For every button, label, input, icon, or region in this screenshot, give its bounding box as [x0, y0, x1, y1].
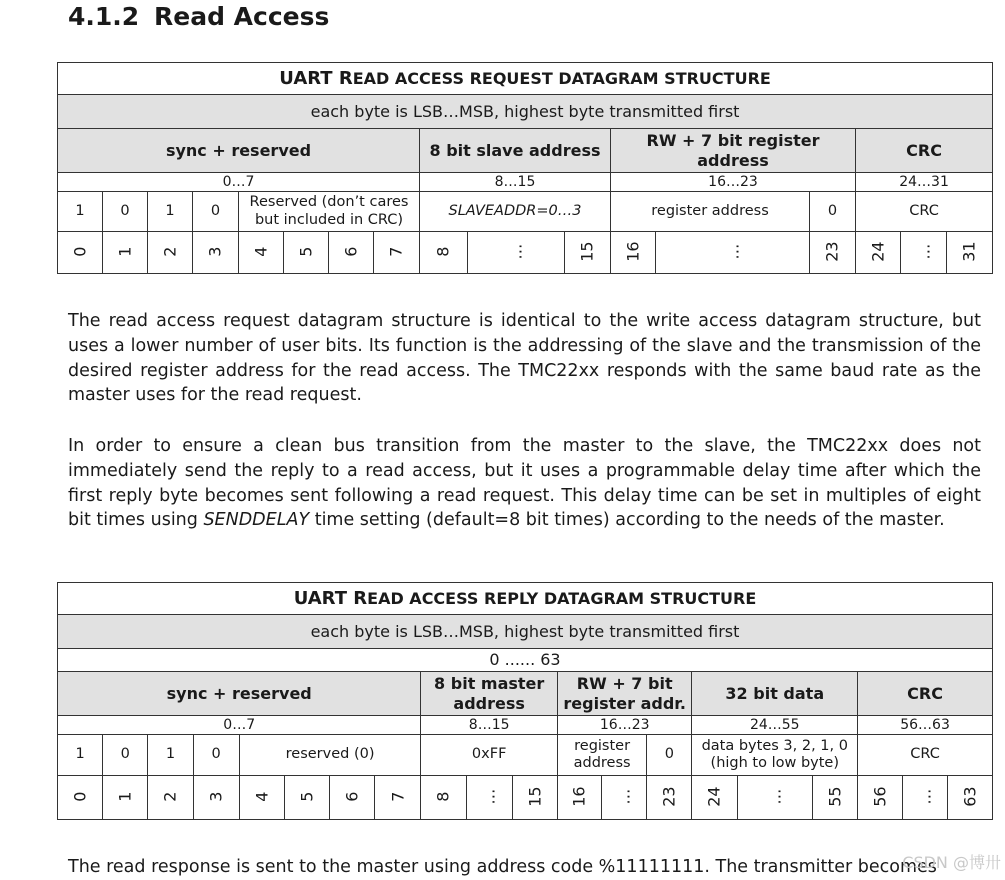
value-cell: 1	[148, 735, 193, 776]
section-number: 4.1.2	[68, 2, 140, 31]
value-cell: 1	[148, 192, 193, 232]
register-address-value-cell: register address	[611, 192, 810, 232]
bit-cell: 5	[284, 232, 329, 274]
section-title: Read Access	[154, 2, 330, 31]
table-title: UART READ ACCESS REQUEST DATAGRAM STRUCTURE	[58, 63, 993, 95]
slaveaddr-value-cell: SLAVEADDR=0…3	[420, 192, 611, 232]
table-subtitle: each byte is LSB…MSB, highest byte transmitted first	[58, 95, 993, 129]
range-cell: 24…55	[692, 716, 858, 735]
bit-cell: …	[466, 776, 512, 820]
range-cell: 56…63	[858, 716, 993, 735]
header-32bit-data: 32 bit data	[692, 672, 858, 716]
bit-cell: 3	[193, 776, 239, 820]
bit-cell: 1	[103, 232, 148, 274]
rw-bit-value-cell: 0	[810, 192, 856, 232]
bit-cell: 23	[810, 232, 856, 274]
bit-cell: 24	[856, 232, 901, 274]
header-register-address: RW + 7 bit register address	[611, 129, 856, 173]
range-cell: 0…7	[58, 716, 421, 735]
range-cell: 0…7	[58, 173, 420, 192]
header-sync-reserved: sync + reserved	[58, 129, 420, 173]
bit-cell: 3	[193, 232, 239, 274]
bit-cell: 56	[858, 776, 903, 820]
bit-cell: 15	[512, 776, 557, 820]
read-request-datagram-table	[57, 62, 993, 274]
bit-cell: 2	[148, 232, 193, 274]
bit-cell: 2	[148, 776, 193, 820]
bit-cell: 6	[330, 776, 375, 820]
bit-cell: 0	[58, 776, 103, 820]
range-cell: 24…31	[856, 173, 993, 192]
table-title: UART READ ACCESS REPLY DATAGRAM STRUCTURE	[58, 583, 993, 615]
bit-cell: 4	[239, 232, 284, 274]
section-heading	[68, 2, 329, 31]
bit-cell: 31	[947, 232, 993, 274]
value-cell: 0	[103, 735, 148, 776]
header-crc: CRC	[858, 672, 993, 716]
bit-cell: …	[602, 776, 647, 820]
read-reply-datagram-table	[57, 582, 993, 820]
value-cell: 1	[58, 192, 103, 232]
paragraph-read-response: The read response is sent to the master using address code %11111111. The transmitter becomes	[68, 857, 937, 877]
bit-cell: 5	[284, 776, 329, 820]
bit-cell: 4	[239, 776, 284, 820]
crc-value-cell: CRC	[856, 192, 993, 232]
header-crc: CRC	[856, 129, 993, 173]
master-address-value-cell: 0xFF	[421, 735, 558, 776]
header-sync-reserved: sync + reserved	[58, 672, 421, 716]
register-address-value-cell: register address	[557, 735, 646, 776]
header-register-addr: RW + 7 bit register addr.	[557, 672, 692, 716]
total-bit-range: 0 ...... 63	[58, 649, 993, 672]
value-cell: 0	[193, 192, 239, 232]
bit-cell: 16	[557, 776, 601, 820]
header-slave-address: 8 bit slave address	[420, 129, 611, 173]
range-cell: 8…15	[420, 173, 611, 192]
header-master-address: 8 bit master address	[421, 672, 558, 716]
bit-cell: 6	[329, 232, 374, 274]
rw-bit-value-cell: 0	[647, 735, 692, 776]
data-bytes-value-cell: data bytes 3, 2, 1, 0 (high to low byte)	[692, 735, 858, 776]
bit-cell: 15	[565, 232, 611, 274]
bit-cell: 55	[812, 776, 857, 820]
bit-cell: …	[656, 232, 810, 274]
bit-cell: 24	[692, 776, 737, 820]
range-cell: 16…23	[611, 173, 856, 192]
range-cell: 16…23	[557, 716, 692, 735]
bit-cell: …	[737, 776, 812, 820]
bit-cell: 16	[611, 232, 656, 274]
bit-cell: 8	[420, 232, 468, 274]
bit-cell: 63	[948, 776, 993, 820]
table-subtitle: each byte is LSB…MSB, highest byte transmitted first	[58, 615, 993, 649]
watermark: CSDN @博卅	[902, 853, 1001, 872]
reserved-value-cell: reserved (0)	[239, 735, 421, 776]
bit-cell: 23	[647, 776, 692, 820]
senddelay-term: SENDDELAY	[203, 510, 310, 531]
bit-cell: 1	[103, 776, 148, 820]
paragraph-senddelay: In order to ensure a clean bus transition from the master to the slave, the TMC22xx does not immediately send the reply to a read access, but it uses a programmable delay time after which the first reply byte becomes sent following a read request. This delay time can be set in multiples of eight bit times using SENDDELAY time setting (default=8 bit times) according to the needs of the master.	[68, 436, 981, 531]
bit-cell: …	[901, 232, 947, 274]
bit-cell: 7	[375, 776, 421, 820]
bit-cell: …	[468, 232, 565, 274]
bit-cell: 8	[421, 776, 466, 820]
value-cell: 0	[193, 735, 239, 776]
value-cell: 0	[103, 192, 148, 232]
value-cell: 1	[58, 735, 103, 776]
bit-cell: 7	[374, 232, 420, 274]
range-cell: 8…15	[421, 716, 558, 735]
crc-value-cell: CRC	[858, 735, 993, 776]
reserved-value-cell: Reserved (don’t cares but included in CRC)	[239, 192, 420, 232]
bit-cell: 0	[58, 232, 103, 274]
bit-cell: …	[903, 776, 948, 820]
paragraph-request-description: The read access request datagram structure is identical to the write access datagram structure, but uses a lower number of user bits. Its function is the addressing of the slave and the transmission of the desired register address for the read access. The TMC22xx responds with the same baud rate as the master uses for the read request.	[68, 311, 981, 406]
